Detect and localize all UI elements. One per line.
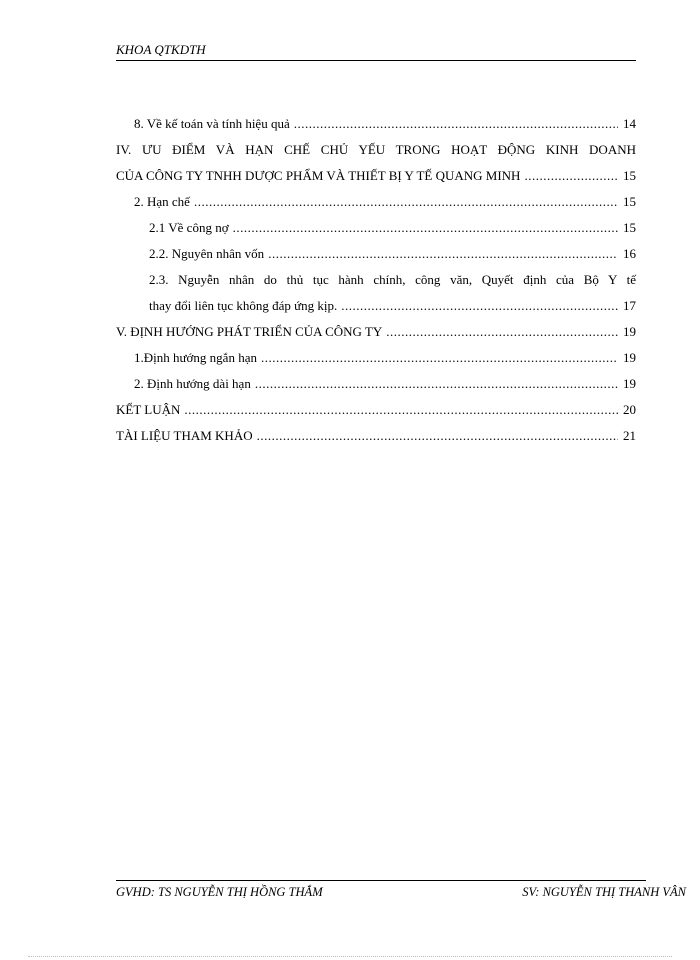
toc-entry-label: 2. Định hướng dài hạn — [134, 376, 251, 391]
toc-entry-label: 2.1 Về công nợ — [149, 220, 229, 235]
toc-entry-label: TÀI LIỆU THAM KHẢO — [116, 428, 253, 443]
toc-leader-dots — [261, 345, 618, 371]
toc-entry-page: 19 — [623, 350, 636, 365]
toc-leader-dots — [257, 423, 618, 449]
table-of-contents — [116, 111, 636, 449]
footer-advisor: GVHD: TS NGUYỄN THỊ HỒNG THẮM — [116, 885, 323, 899]
toc-leader-dots — [524, 163, 618, 189]
toc-entry-page: 15 — [623, 168, 636, 183]
toc-entry[interactable] — [116, 397, 636, 423]
toc-entry[interactable] — [116, 423, 636, 449]
toc-entry[interactable] — [149, 241, 636, 267]
toc-entry-page: 19 — [623, 376, 636, 391]
toc-entry-label-line2: thay đổi liên tục không đáp ứng kịp. — [149, 298, 338, 313]
page-header — [116, 42, 636, 61]
toc-entry[interactable] — [134, 371, 636, 397]
toc-entry[interactable] — [149, 215, 636, 241]
toc-entry-label: V. ĐỊNH HƯỚNG PHÁT TRIỂN CỦA CÔNG TY — [116, 324, 383, 339]
toc-entry[interactable] — [134, 345, 636, 371]
toc-entry-page: 14 — [623, 116, 636, 131]
toc-entry-page: 21 — [623, 428, 636, 443]
toc-leader-dots — [341, 293, 618, 319]
toc-entry-label-line2: CỦA CÔNG TY TNHH DƯỢC PHẨM VÀ THIẾT BỊ Y TẾ QUANG MINH — [116, 168, 521, 183]
toc-entry[interactable] — [149, 267, 636, 293]
toc-leader-dots — [386, 319, 618, 345]
toc-entry-continued[interactable] — [149, 293, 636, 319]
toc-entry-page: 17 — [623, 298, 636, 313]
footer-student: SV: NGUYỄN THỊ THANH VÂN — [522, 885, 686, 899]
toc-entry-label: 2. Hạn chế — [134, 194, 190, 209]
toc-entry-page: 19 — [623, 324, 636, 339]
toc-leader-dots — [184, 397, 618, 423]
page-bottom-divider — [28, 956, 672, 957]
toc-entry-label: 1.Định hướng ngắn hạn — [134, 350, 257, 365]
toc-leader-dots — [268, 241, 618, 267]
toc-leader-dots — [294, 111, 618, 137]
page-footer — [116, 880, 686, 900]
toc-leader-dots — [255, 371, 618, 397]
toc-entry-continued[interactable] — [116, 163, 636, 189]
toc-entry-label-line1: IV. ƯU ĐIỂM VÀ HẠN CHẾ CHỦ YẾU TRONG HOẠT ĐỘNG KINH DOANH — [116, 142, 636, 157]
header-text: KHOA QTKDTH — [116, 42, 206, 57]
toc-entry-label-line1: 2.3. Nguyễn nhân do thủ tục hành chính, công văn, Quyết định của Bộ Y tế — [149, 272, 636, 287]
toc-entry[interactable] — [116, 137, 636, 163]
toc-leader-dots — [194, 189, 618, 215]
toc-entry-label: 2.2. Nguyên nhân vốn — [149, 246, 265, 261]
toc-entry[interactable] — [116, 319, 636, 345]
toc-entry-label: 8. Về kế toán và tính hiệu quả — [134, 116, 290, 131]
toc-entry-page: 15 — [623, 220, 636, 235]
toc-entry-page: 16 — [623, 246, 636, 261]
toc-leader-dots — [233, 215, 618, 241]
toc-entry[interactable] — [134, 111, 636, 137]
toc-entry-label: KẾT LUẬN — [116, 402, 181, 417]
toc-entry[interactable] — [134, 189, 636, 215]
toc-entry-page: 20 — [623, 402, 636, 417]
toc-entry-page: 15 — [623, 194, 636, 209]
